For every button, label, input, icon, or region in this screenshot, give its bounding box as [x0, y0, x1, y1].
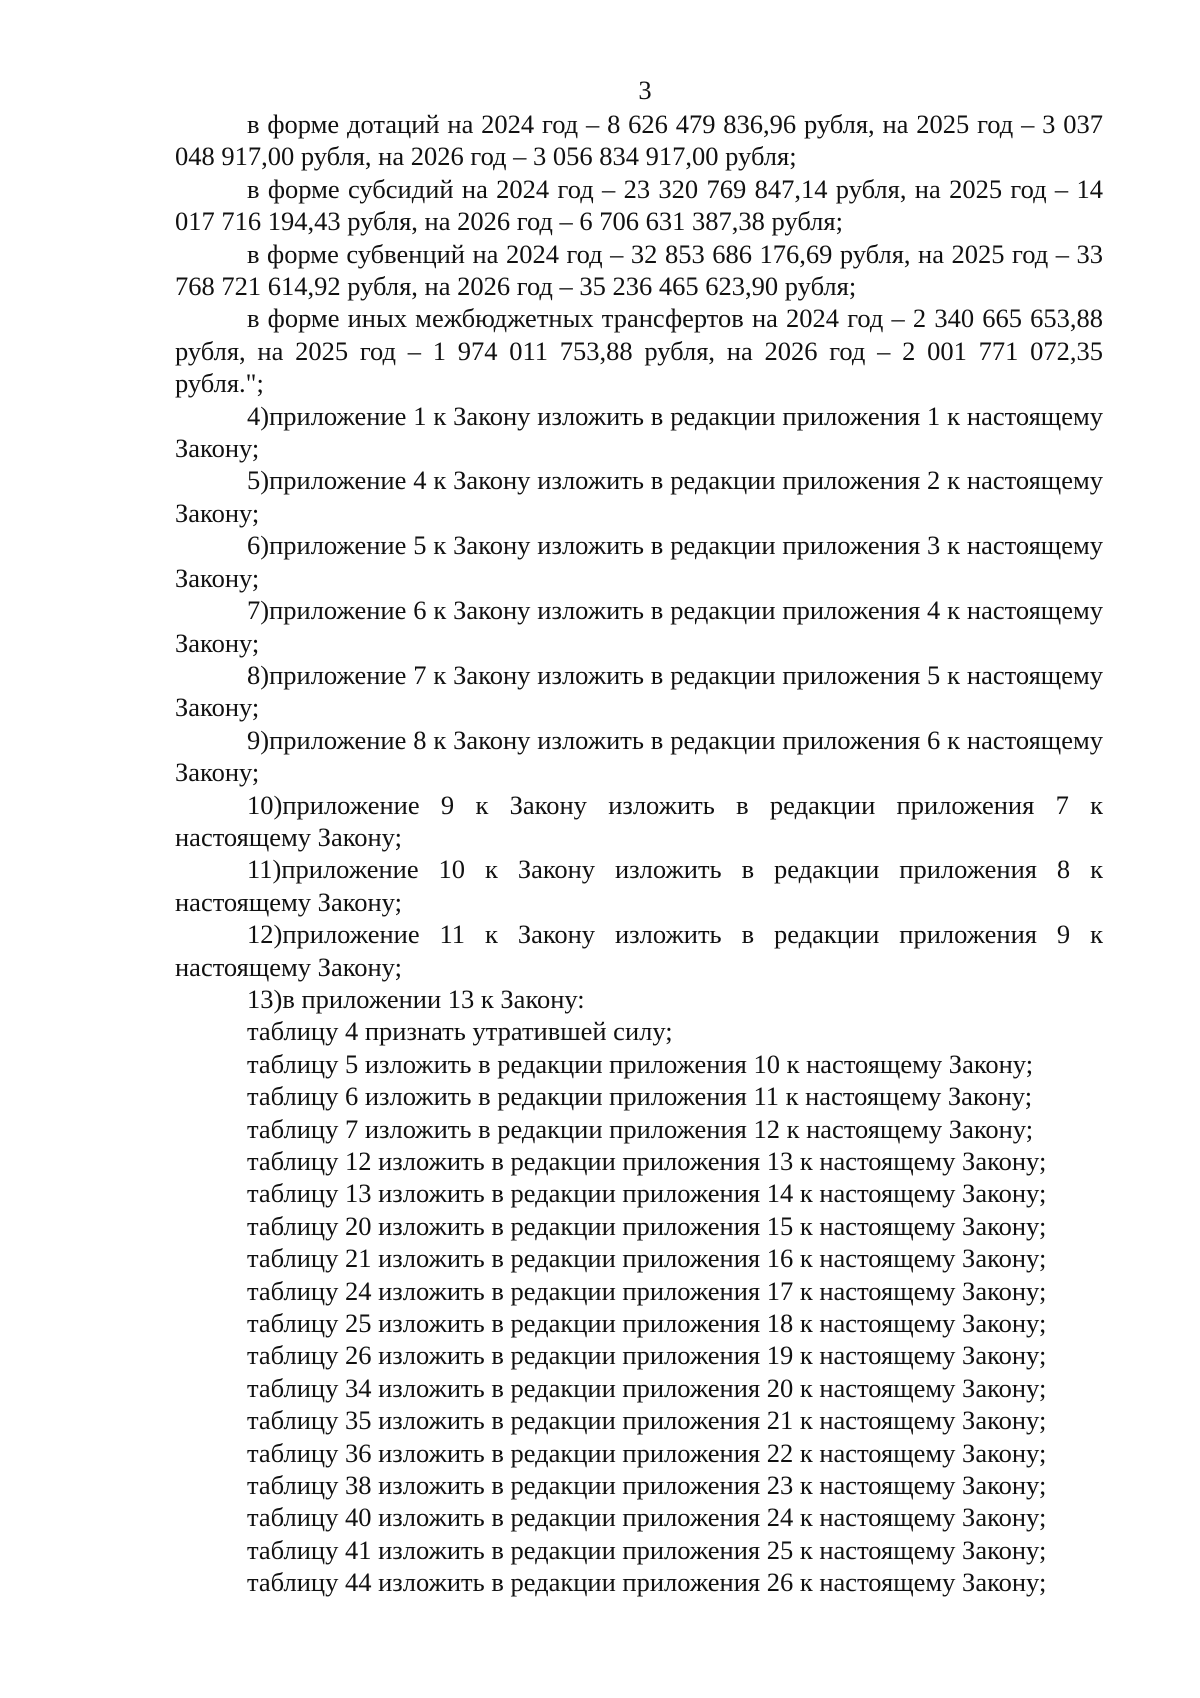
paragraph-item-5: 5)приложение 4 к Закону изложить в редакции приложения 2 к настоящему Закону; [175, 465, 1103, 528]
paragraph-item-8: 8)приложение 7 к Закону изложить в редакции приложения 5 к настоящему Закону; [175, 659, 1103, 723]
table-line: таблицу 40 изложить в редакции приложения 24 к настоящему Закону; [247, 1502, 1047, 1533]
page-number: 3 [638, 75, 652, 105]
table-line: таблицу 44 изложить в редакции приложения 26 к настоящему Закону; [247, 1567, 1047, 1598]
table-line: таблицу 21 изложить в редакции приложения 16 к настоящему Закону; [247, 1243, 1047, 1274]
paragraph-item-6: 6)приложение 5 к Закону изложить в редакции приложения 3 к настоящему Закону; [175, 530, 1103, 593]
paragraph-other-transfers: в форме иных межбюджетных трансфертов на 2024 год – 2 340 665 653,88 рубля, на 2025 год – 1 974 011 753,88 рубля, на 2026 год – 2 001 771 072,35 рубля."; [175, 303, 1103, 399]
table-line: таблицу 36 изложить в редакции приложения 22 к настоящему Закону; [247, 1437, 1047, 1468]
paragraph-subventions: в форме субвенций на 2024 год – 32 853 686 176,69 рубля, на 2025 год – 33 768 721 614,92 рубля, на 2026 год – 35 236 465 623,90 рубля; [175, 238, 1103, 302]
table-line: таблицу 13 изложить в редакции приложения 14 к настоящему Закону; [247, 1178, 1047, 1209]
table-line: таблицу 34 изложить в редакции приложения 20 к настоящему Закону; [247, 1372, 1047, 1403]
paragraph-item-9: 9)приложение 8 к Закону изложить в редакции приложения 6 к настоящему Закону; [175, 724, 1103, 788]
paragraph-subsidies: в форме субсидий на 2024 год – 23 320 769 847,14 рубля, на 2025 год – 14 017 716 194,43 рубля, на 2026 год – 6 706 631 387,38 рубля; [175, 173, 1103, 237]
document-body [175, 108, 1103, 1599]
paragraph-item-4: 4)приложение 1 к Закону изложить в редакции приложения 1 к настоящему Закону; [175, 400, 1103, 464]
table-line: таблицу 5 изложить в редакции приложения 10 к настоящему Закону; [247, 1048, 1034, 1079]
table-line: таблицу 6 изложить в редакции приложения 11 к настоящему Закону; [247, 1081, 1033, 1112]
table-line: таблицу 4 признать утратившей силу; [247, 1016, 673, 1047]
table-line: таблицу 12 изложить в редакции приложения 13 к настоящему Закону; [247, 1146, 1047, 1176]
table-line: таблицу 25 изложить в редакции приложения 18 к настоящему Закону; [247, 1308, 1047, 1339]
table-line: таблицу 35 изложить в редакции приложения 21 к настоящему Закону; [247, 1405, 1047, 1436]
table-line: таблицу 20 изложить в редакции приложения 15 к настоящему Закону; [247, 1210, 1047, 1241]
table-line: таблицу 7 изложить в редакции приложения 12 к настоящему Закону; [247, 1113, 1034, 1144]
paragraph-item-10: 10)приложение 9 к Закону изложить в редакции приложения 7 к настоящему Закону; [175, 789, 1103, 852]
table-line: таблицу 38 изложить в редакции приложения 23 к настоящему Закону; [247, 1470, 1047, 1501]
table-line: таблицу 41 изложить в редакции приложения 25 к настоящему Закону; [247, 1534, 1047, 1565]
paragraph-item-7: 7)приложение 6 к Закону изложить в редакции приложения 4 к настоящему Закону; [175, 595, 1103, 658]
table-line: таблицу 24 изложить в редакции приложения 17 к настоящему Закону; [247, 1275, 1047, 1306]
paragraph-item-13-header: 13)в приложении 13 к Закону: [247, 983, 585, 1014]
table-line: таблицу 26 изложить в редакции приложения 19 к настоящему Закону; [247, 1340, 1047, 1371]
paragraph-item-11: 11)приложение 10 к Закону изложить в редакции приложения 8 к настоящему Закону; [175, 854, 1103, 917]
paragraph-dotations: в форме дотаций на 2024 год – 8 626 479 836,96 рубля, на 2025 год – 3 037 048 917,00 рубля, на 2026 год – 3 056 834 917,00 рубля; [175, 109, 1103, 172]
paragraph-item-12: 12)приложение 11 к Закону изложить в редакции приложения 9 к настоящему Закону; [175, 919, 1103, 982]
